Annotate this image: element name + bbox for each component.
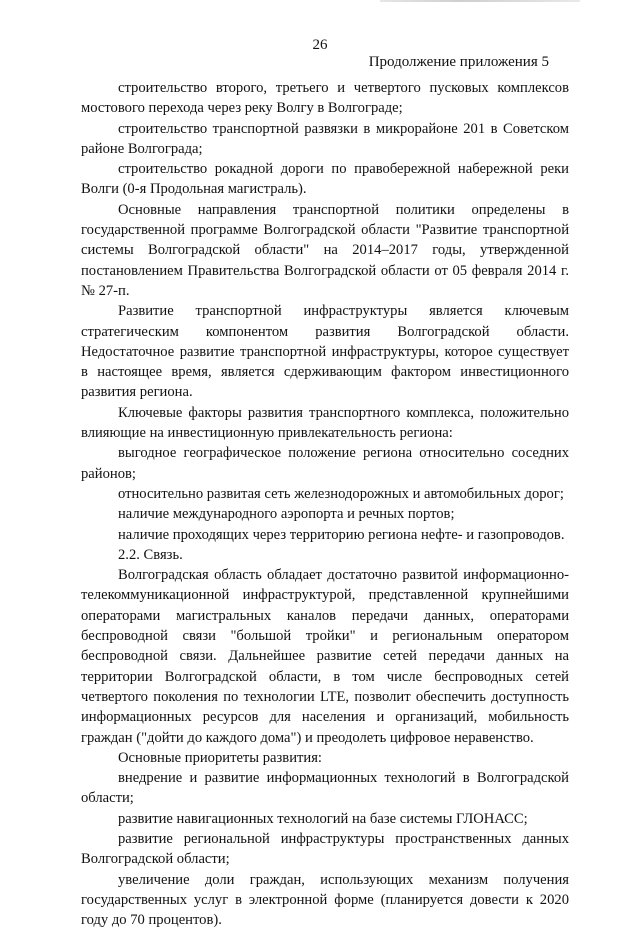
paragraph-priorities-intro: Основные приоритеты развития: <box>118 749 322 766</box>
list-item-pipelines: наличие проходящих через территорию региона нефте- и газопроводов. <box>118 526 565 543</box>
body-text <box>81 78 569 930</box>
list-item-e-services: увеличение доли граждан, использующих механизм получения государственных услуг в электронной форме (планируется довести к 2020 году до 70 процентов). <box>81 871 569 929</box>
list-item-geography: выгодное географическое положение региона относительно соседних районов; <box>81 445 569 482</box>
paragraph-interchange-construction: строительство транспортной развязки в микрорайоне 201 в Советском районе Волгограда; <box>81 120 569 157</box>
list-item-airport-ports: наличие международного аэропорта и речных портов; <box>118 506 455 523</box>
paragraph-ring-road-construction: строительство рокадной дороги по правобережной набережной реки Волги (0-я Продольная магистраль). <box>81 161 569 198</box>
appendix-continuation-note: Продолжение приложения 5 <box>368 54 549 70</box>
paragraph-bridge-construction: строительство второго, третьего и четвертого пусковых комплексов мостового перехода через реку Волгу в Волгограде; <box>81 80 569 117</box>
page-number: 26 <box>312 37 328 53</box>
paragraph-telecom-infrastructure: Волгоградская область обладает достаточно развитой информационно-телекоммуникационной инфраструктурой, представленной крупнейшими операторами магистральных каналов передачи данных, операторами беспроводной связи "большой тройки" и региональным оператором беспроводной связи. Дальнейшее развитие сетей передачи данных на территории Волгоградской области, в том числе беспроводных сетей четвертого поколения по технологии LTE, позволит обеспечить доступность информационных ресурсов для населения и организаций, мобильность граждан ("дойти до каждого дома") и преодолеть цифровое неравенство. <box>81 567 569 746</box>
list-item-spatial-data: развитие региональной инфраструктуры пространственных данных Волгоградской области; <box>81 830 569 868</box>
list-item-glonass: развитие навигационных технологий на базе системы ГЛОНАСС; <box>118 810 528 827</box>
paragraph-infrastructure-development: Развитие транспортной инфраструктуры является ключевым стратегическим компонентом развития Волгоградской области. Недостаточное развитие транспортной инфраструктуры, которое существует в настоящее время, является сдерживающим фактором инвестиционного развития региона. <box>81 303 569 401</box>
list-item-road-network: относительно развитая сеть железнодорожных и автомобильных дорог; <box>118 485 564 502</box>
scan-artifact <box>380 0 580 2</box>
paragraph-transport-policy: Основные направления транспортной политики определены в государственной программе Волгоградской области "Развитие транспортной системы Волгоградской области" на 2014–2017 годы, утвержденной постановлением Правительства Волгоградской области от 05 февраля 2014 г. № 27-п. <box>81 201 569 299</box>
section-heading-communications: 2.2. Связь. <box>118 546 183 563</box>
paragraph-key-factors: Ключевые факторы развития транспортного комплекса, положительно влияющие на инвестиционную привлекательность региона: <box>81 404 569 442</box>
list-item-it-development: внедрение и развитие информационных технологий в Волгоградской области; <box>81 770 569 807</box>
